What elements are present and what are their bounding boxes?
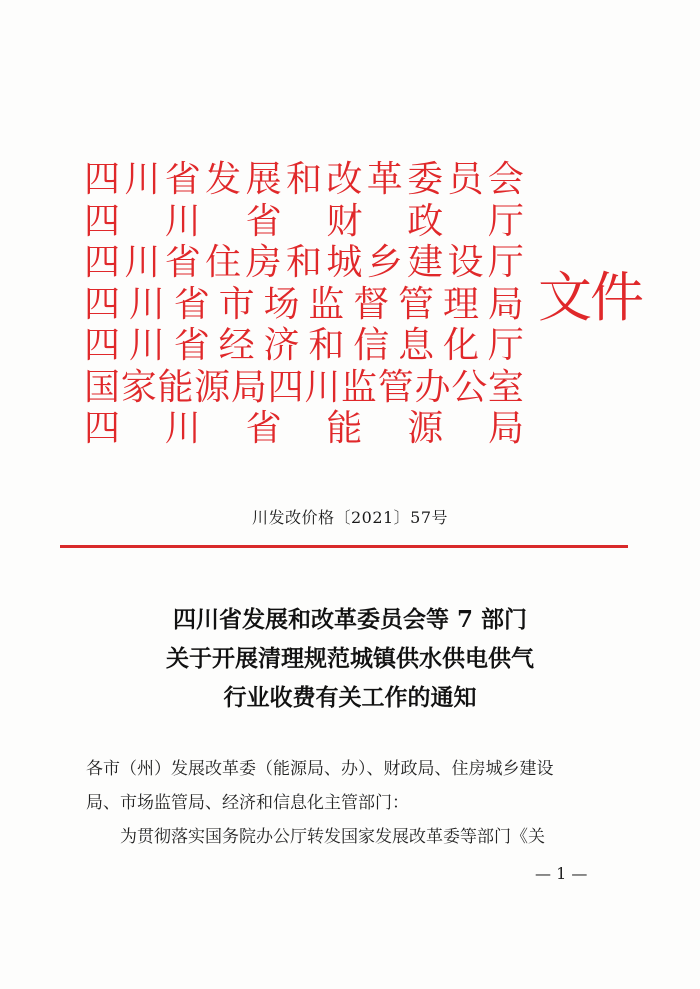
issuer-char: 建 (407, 242, 444, 283)
issuer-char: 监 (308, 283, 345, 325)
issuer-char: 管 (398, 283, 435, 325)
issuer-char: 监 (341, 366, 378, 408)
issuer-char: 省 (245, 408, 282, 449)
salutation-line: 局、市场监管局、经济和信息化主管部门： (86, 793, 409, 813)
page-number: — 1 — (535, 864, 588, 883)
issuer-char: 革 (366, 159, 403, 200)
issuer-line (84, 202, 524, 242)
issuer-char: 经 (218, 325, 255, 366)
issuer-char: 四 (267, 366, 304, 408)
issuer-char: 川 (164, 200, 201, 242)
document-type-label: 文件 (538, 266, 642, 329)
issuer-char: 川 (128, 325, 165, 366)
issuer-char: 会 (487, 159, 524, 200)
issuer-char: 四 (84, 325, 121, 366)
issuer-char: 家 (120, 366, 157, 408)
issuer-char: 政 (407, 200, 444, 242)
issuer-line (84, 243, 524, 283)
issuer-char: 设 (447, 242, 484, 283)
issuer-line (84, 326, 524, 366)
issuer-char: 市 (218, 283, 255, 325)
issuer-char: 四 (84, 200, 121, 242)
issuer-char: 川 (124, 159, 161, 200)
issuer-char: 厅 (487, 200, 524, 242)
issuer-char: 理 (443, 283, 480, 325)
issuer-char: 局 (487, 408, 524, 449)
issuer-char: 改 (326, 159, 363, 200)
issuer-char: 房 (245, 242, 282, 283)
issuer-char: 省 (164, 242, 201, 283)
issuer-line (84, 368, 524, 408)
issuer-char: 川 (164, 408, 201, 449)
issuer-char: 四 (84, 283, 121, 325)
issuer-char: 省 (164, 159, 201, 200)
issuer-char: 川 (128, 283, 165, 325)
issuer-block (84, 160, 524, 451)
issuer-char: 源 (407, 408, 444, 449)
issuer-char: 四 (84, 242, 121, 283)
issuer-char: 局 (487, 283, 524, 325)
issuer-char: 四 (84, 159, 121, 200)
issuer-char: 城 (326, 242, 363, 283)
issuer-char: 乡 (366, 242, 403, 283)
issuer-char: 管 (377, 366, 414, 408)
title-line: 四川省发展和改革委员会等 7 部门 (172, 606, 528, 633)
issuer-char: 省 (173, 325, 210, 366)
issuer-char: 厅 (487, 325, 524, 366)
issuer-char: 室 (487, 366, 524, 408)
issuer-char: 信 (353, 325, 390, 366)
issuer-char: 办 (414, 366, 451, 408)
issuer-char: 场 (263, 283, 300, 325)
issuer-char: 息 (398, 325, 435, 366)
issuer-char: 川 (124, 242, 161, 283)
issuer-char: 发 (205, 159, 242, 200)
issuer-char: 督 (353, 283, 390, 325)
salutation-line: 各市（州）发展改革委（能源局、办）、财政局、住房城乡建设 (86, 759, 554, 779)
red-divider (60, 545, 628, 548)
issuer-line (84, 285, 524, 325)
issuer-char: 公 (451, 366, 488, 408)
issuer-line (84, 409, 524, 449)
issuer-char: 国 (84, 366, 121, 408)
issuer-char: 员 (447, 159, 484, 200)
issuer-char: 四 (84, 408, 121, 449)
issuer-char: 和 (285, 242, 322, 283)
issuer-char: 川 (304, 366, 341, 408)
issuer-char: 委 (407, 159, 444, 200)
issuer-char: 能 (326, 408, 363, 449)
issuer-char: 住 (205, 242, 242, 283)
document-number: 川发改价格〔2021〕57号 (251, 508, 449, 527)
body-paragraph-line: 为贯彻落实国务院办公厅转发国家发展改革委等部门《关 (120, 827, 545, 847)
issuer-char: 省 (173, 283, 210, 325)
issuer-char: 展 (245, 159, 282, 200)
title-line: 关于开展清理规范城镇供水供电供气 (166, 645, 534, 672)
issuer-char: 厅 (487, 242, 524, 283)
issuer-char: 省 (245, 200, 282, 242)
document-title (0, 600, 700, 717)
issuer-line (84, 160, 524, 200)
issuer-char: 化 (443, 325, 480, 366)
issuer-char: 和 (285, 159, 322, 200)
issuer-char: 局 (230, 366, 267, 408)
issuer-char: 济 (263, 325, 300, 366)
issuer-char: 源 (194, 366, 231, 408)
title-line: 行业收费有关工作的通知 (223, 684, 477, 711)
issuer-char: 财 (326, 200, 363, 242)
issuer-char: 能 (157, 366, 194, 408)
issuer-char: 和 (308, 325, 345, 366)
